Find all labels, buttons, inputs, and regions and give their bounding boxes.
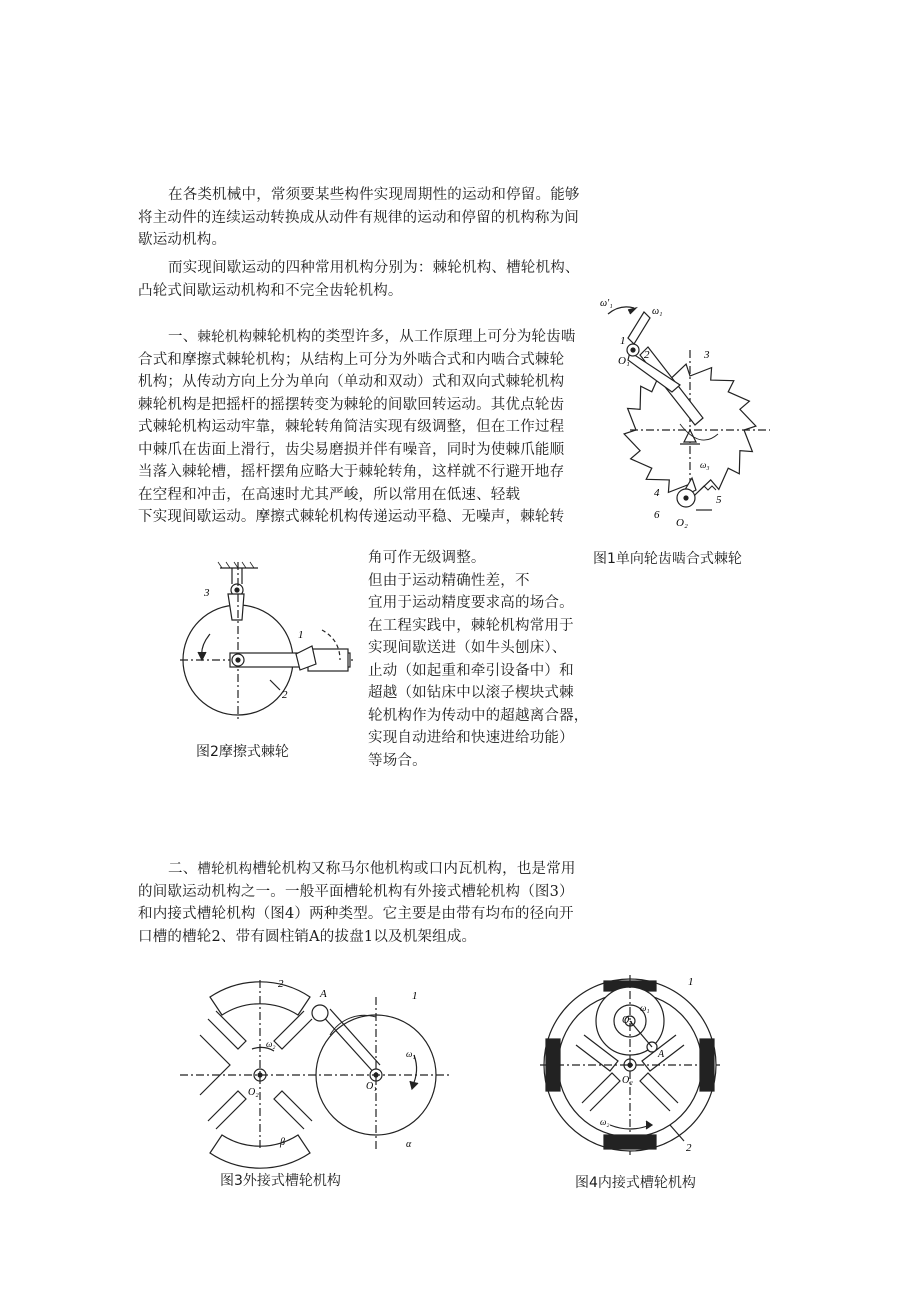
fig4-omega2: ω₂ — [600, 1117, 610, 1127]
ratchet-side-line-5: 止动（如起重和牵引设备中）和 — [368, 662, 574, 679]
geneva-number: 二、 — [168, 861, 198, 877]
fig1-omega1: ω₁ — [652, 306, 663, 317]
fig3-omega1: ω₁ — [406, 1049, 416, 1059]
figure-3-external-geneva-diagram — [180, 975, 450, 1155]
ratchet-line-2: 机构；从传动方向上分为单向（单动和双动）式和双向式棘轮机构 — [138, 374, 565, 390]
ratchet-line-1: 合式和摩擦式棘轮机构；从结构上可分为外啮合式和内啮合式棘轮 — [138, 351, 565, 368]
fig3-label-a: A — [320, 988, 327, 1000]
ratchet-side-column — [368, 547, 608, 772]
fig1-o2: O₂ — [676, 517, 688, 529]
intro-paragraph-2: 而实现间歇运动的四种常用机构分别为：棘轮机构、槽轮机构、凸轮式间歇运动机构和不完全齿轮机构。 — [138, 260, 580, 299]
ratchet-line-6: 当落入棘轮槽，摇杆摆角应略大于棘轮转角，这样就不行避开地存 — [138, 464, 565, 480]
ratchet-side-line-7: 轮机构作为传动中的超越离合器， — [368, 707, 589, 724]
figure-2-friction-ratchet-diagram — [180, 560, 360, 720]
ratchet-side-line-2: 宜用于运动精度要求高的场合。 — [368, 595, 574, 611]
fig1-omega3: ω₃ — [700, 460, 710, 470]
geneva-line-2: 和内接式槽轮机构（图4）两种类型。它主要是由带有均布的径向开 — [138, 906, 574, 922]
ratchet-side-line-1: 但由于运动精确性差，不 — [368, 572, 530, 589]
figure-3-caption: 图3外接式槽轮机构 — [220, 1173, 341, 1189]
figure-4-caption: 图4内接式槽轮机构 — [575, 1175, 696, 1191]
intro-paragraph-1: 在各类机械中，常须要某些构件实现周期性的运动和停留。能够将主动件的连续运动转换成从动件有规律的运动和停留的机构称为间歇运动机构。 — [138, 187, 580, 248]
fig4-label-1: 1 — [688, 976, 694, 988]
fig3-label-1: 1 — [412, 990, 418, 1002]
fig4-omega1: ω₁ — [640, 1003, 650, 1013]
ratchet-side-line-4: 实现间歇送进（如牛头刨床）、 — [368, 640, 567, 656]
fig3-label-2: 2 — [278, 978, 284, 990]
fig1-o1: O₁ — [618, 355, 630, 367]
fig4-label-2: 2 — [686, 1142, 692, 1154]
figure-4-internal-geneva-diagram — [540, 975, 720, 1155]
geneva-heading: 槽轮机构 — [197, 861, 253, 876]
geneva-line-0: 槽轮机构又称马尔他机构或口内瓦机构，也是常用 — [252, 861, 576, 877]
geneva-line-1: 的间歇运动机构之一。一般平面槽轮机构有外接式槽轮机构（图3） — [138, 883, 574, 900]
ratchet-section — [138, 326, 598, 529]
ratchet-side-line-3: 在工程实践中，棘轮机构常用于 — [368, 617, 574, 634]
fig1-label-4: 4 — [654, 487, 660, 499]
ratchet-side-line-0: 角可作无级调整。 — [368, 550, 486, 566]
ratchet-heading: 棘轮机构 — [197, 329, 253, 344]
figure-2-caption: 图2摩擦式棘轮 — [196, 744, 289, 760]
ratchet-number: 一、 — [168, 329, 198, 345]
fig1-omega1-prime: ω'₁ — [600, 298, 613, 309]
fig1-label-6: 6 — [654, 509, 660, 521]
fig3-alpha: α — [406, 1139, 412, 1150]
fig3-o1: O₁ — [366, 1081, 377, 1092]
fig3-omega2: ω₂ — [266, 1039, 276, 1049]
figure-1-ratchet-diagram — [600, 300, 780, 540]
fig4-label-a: A — [658, 1049, 665, 1060]
fig3-beta: β — [280, 1137, 285, 1148]
fig3-o2: O₂ — [248, 1087, 259, 1098]
fig4-o2: O₂ — [622, 1075, 633, 1086]
ratchet-line-0: 棘轮机构的类型许多，从工作原理上可分为轮齿啮 — [252, 329, 576, 345]
fig1-label-1: 1 — [620, 335, 626, 347]
fig1-label-2: 2 — [644, 349, 650, 361]
geneva-line-3: 口槽的槽轮2、带有圆柱销A的拔盘1以及机架组成。 — [138, 928, 477, 945]
ratchet-side-line-6: 超越（如钻床中以滚子楔块式棘 — [368, 685, 574, 701]
fig2-label-3: 3 — [204, 587, 210, 599]
ratchet-line-4: 式棘轮机构运动牢靠，棘轮转角简洁实现有级调整，但在工作过程 — [138, 419, 565, 435]
ratchet-line-8: 下实现间歇运动。摩擦式棘轮机构传递运动平稳、无噪声，棘轮转 — [138, 509, 565, 525]
geneva-section — [138, 858, 598, 948]
ratchet-side-line-9: 等场合。 — [368, 752, 427, 769]
fig4-o1: O₁ — [622, 1015, 633, 1026]
fig2-label-2: 2 — [282, 689, 288, 701]
ratchet-line-3: 棘轮机构是把摇杆的摇摆转变为棘轮的间歇回转运动。其优点轮齿 — [138, 396, 565, 413]
ratchet-line-5: 中棘爪在齿面上滑行，齿尖易磨损并伴有噪音，同时为使棘爪能顺 — [138, 441, 565, 458]
figure-1-caption: 图1单向轮齿啮合式棘轮 — [593, 551, 742, 567]
fig1-label-5: 5 — [716, 494, 722, 506]
ratchet-side-line-8: 实现自动进给和快速进给功能） — [368, 730, 574, 746]
fig1-label-3: 3 — [704, 349, 710, 361]
fig2-label-1: 1 — [298, 629, 304, 641]
ratchet-line-7: 在空程和冲击，在高速时尤其严峻，所以常用在低速、轻载 — [138, 486, 521, 503]
